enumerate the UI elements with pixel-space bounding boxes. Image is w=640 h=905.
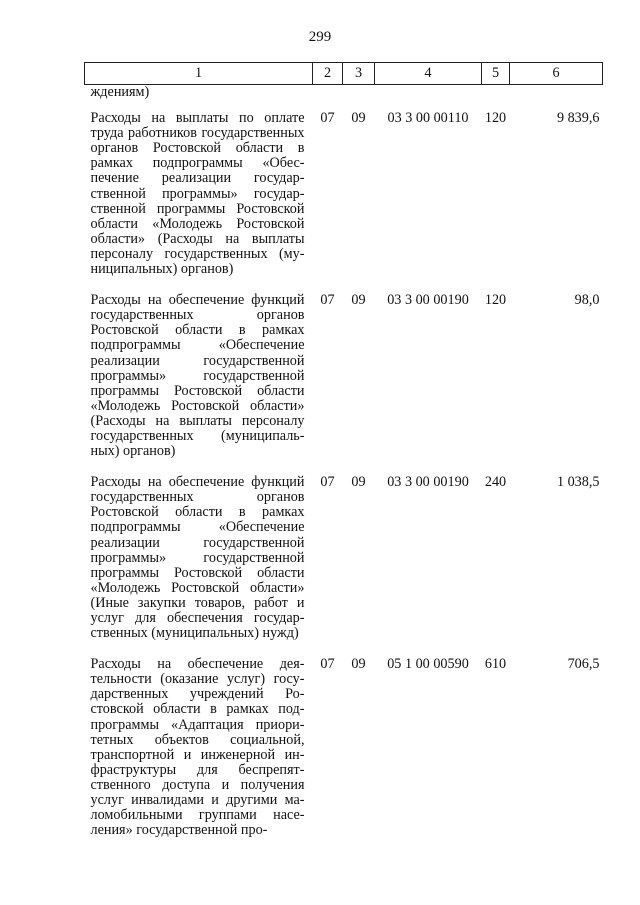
row-subsection-code: 09 xyxy=(351,110,366,127)
row-expense-type-code: 120 xyxy=(484,110,507,127)
row-target-article-code: 03 3 00 00190 xyxy=(387,474,469,491)
page-number: 299 xyxy=(308,29,332,45)
continuation-text: ждениям) xyxy=(90,84,150,100)
row-amount: 706,5 xyxy=(567,656,600,673)
row-expense-type-code: 120 xyxy=(484,292,507,309)
row-amount: 9 839,6 xyxy=(556,110,600,127)
column-header-4: 4 xyxy=(375,63,482,85)
row-target-article-code: 03 3 00 00110 xyxy=(387,110,469,127)
row-section-code: 07 xyxy=(320,110,335,127)
table-row xyxy=(85,657,603,854)
column-header-5: 5 xyxy=(482,63,510,85)
row-target-article-code: 05 1 00 00590 xyxy=(387,656,469,673)
continuation-row xyxy=(85,85,603,112)
row-description: Расходы на обеспечение функций государственных органов Ростовской области в рамках подпрограммы «Обеспечение реализации государственной программы» государственной программы Ростовской области «Молодежь Ростовской области» (Расходы на выплаты персоналу государственных (муниципальных) органов) xyxy=(90,292,305,460)
row-subsection-code: 09 xyxy=(351,656,366,673)
row-expense-type-code: 610 xyxy=(484,656,507,673)
table-row xyxy=(85,293,603,475)
table-header-row xyxy=(85,63,603,85)
row-description: Расходы на обеспечение деятельности (оказание услуг) государственных учреждений Ростовской области в рамках подпрограммы «Адаптация приоритетных объектов социальной, транспортной и инженерной инфраструктуры для беспрепятственного доступа и получения услуг инвалидами и другими маломобильными группами населения» государственной про- xyxy=(90,656,305,839)
row-expense-type-code: 240 xyxy=(484,474,507,491)
row-description: Расходы на обеспечение функций государственных органов Ростовской области в рамках подпрограммы «Обеспечение реализации государственной программы» государственной программы Ростовской области «Молодежь Ростовской области» (Иные закупки товаров, работ и услуг для обеспечения государственных (муниципальных) нужд) xyxy=(90,474,305,642)
row-section-code: 07 xyxy=(320,656,335,673)
column-header-2: 2 xyxy=(313,63,343,85)
row-description: Расходы на выплаты по оплате труда работников государственных органов Ростовской области в рамках подпрограммы «Обеспечение реализации государственной программы» государственной программы Ростовской области «Молодежь Ростовской области» (Расходы на выплаты персоналу государственных (муниципальных) органов) xyxy=(90,110,305,278)
column-header-3: 3 xyxy=(343,63,375,85)
row-subsection-code: 09 xyxy=(351,292,366,309)
table-row xyxy=(85,111,603,293)
column-header-6: 6 xyxy=(510,63,603,85)
budget-table xyxy=(84,62,603,854)
row-amount: 98,0 xyxy=(574,292,600,309)
row-subsection-code: 09 xyxy=(351,474,366,491)
column-header-1: 1 xyxy=(85,63,313,85)
row-section-code: 07 xyxy=(320,292,335,309)
row-section-code: 07 xyxy=(320,474,335,491)
row-amount: 1 038,5 xyxy=(556,474,600,491)
table-row xyxy=(85,475,603,657)
row-target-article-code: 03 3 00 00190 xyxy=(387,292,469,309)
